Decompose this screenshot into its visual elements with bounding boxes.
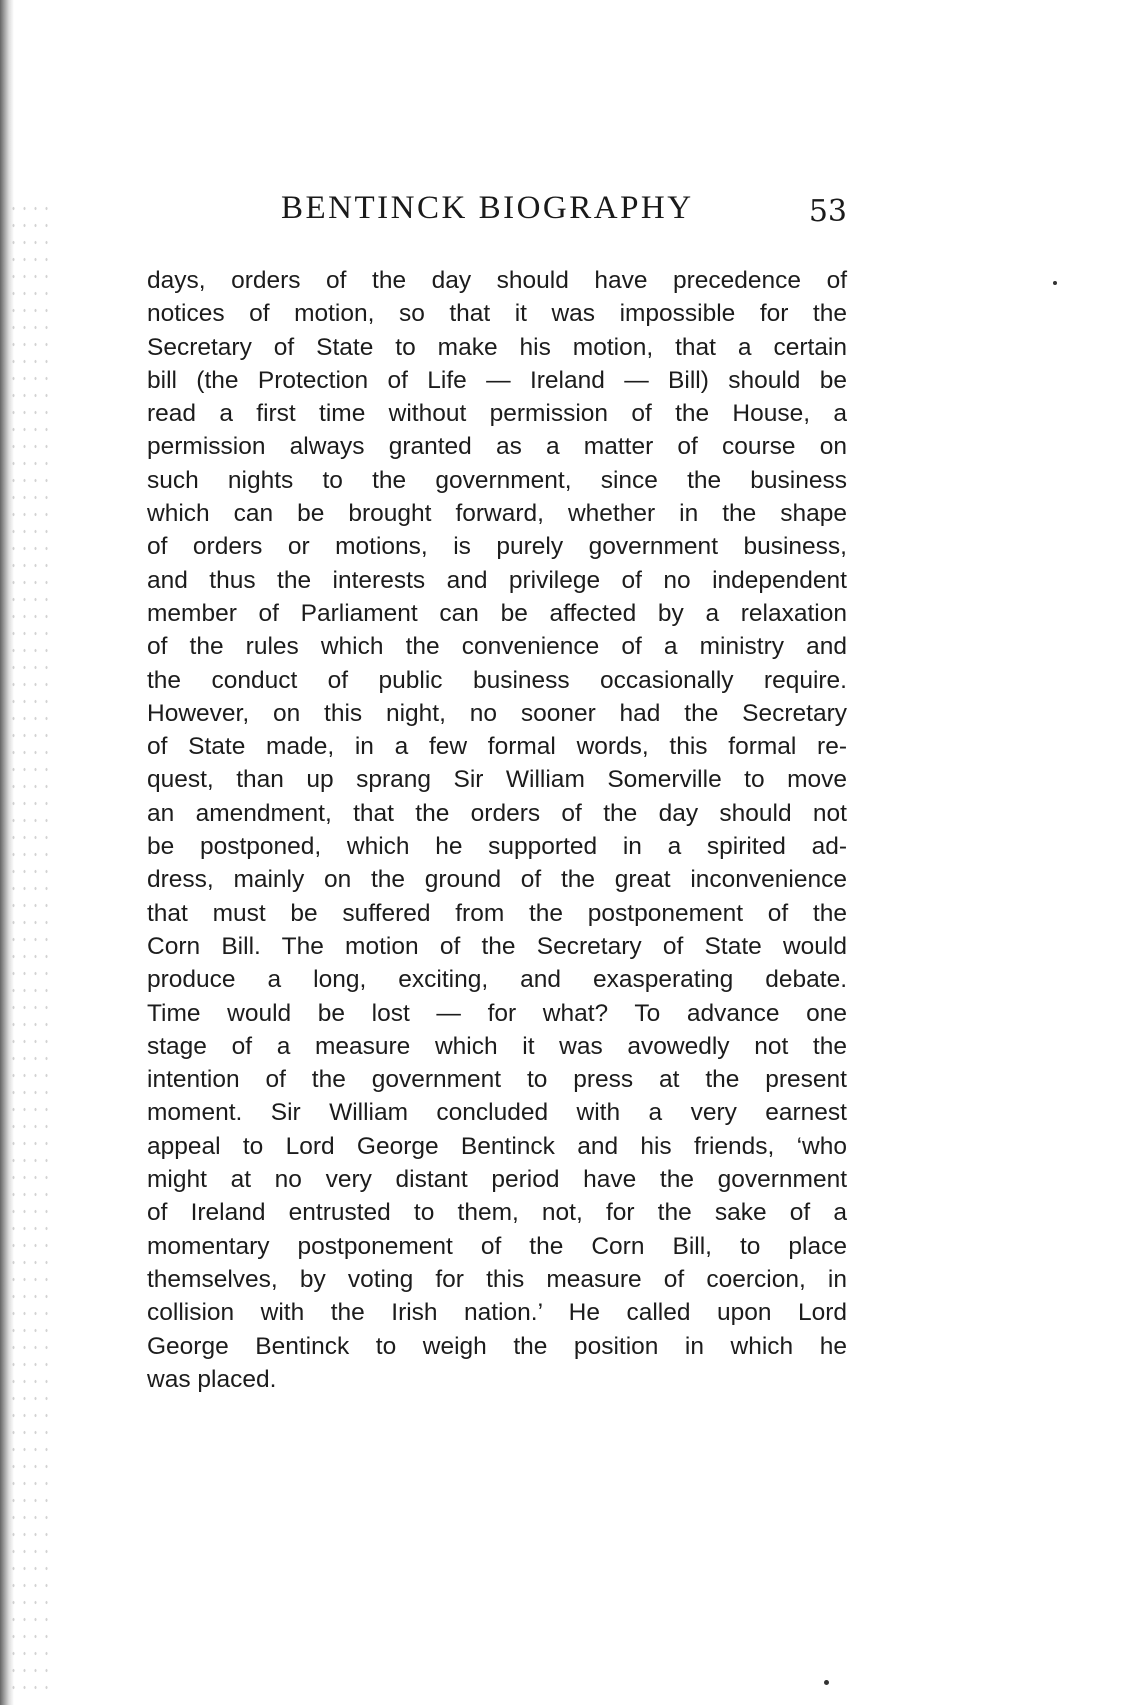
text-line: dress, mainly on the ground of the great inconvenience bbox=[147, 866, 847, 894]
text-line: Time would be lost — for what? To advance one bbox=[147, 999, 847, 1027]
text-line: Secretary of State to make his motion, that a certain bbox=[147, 333, 847, 361]
text-line: of the rules which the convenience of a ministry and bbox=[147, 633, 847, 661]
text-line: However, on this night, no sooner had the Secretary bbox=[147, 699, 847, 727]
page-number: 53 bbox=[808, 194, 847, 229]
text-line: of orders or motions, is purely government business, bbox=[147, 533, 847, 561]
text-line: of State made, in a few formal words, this formal re- bbox=[147, 733, 847, 761]
text-line: an amendment, that the orders of the day should not bbox=[147, 799, 847, 827]
text-line: quest, than up sprang Sir William Somerville to move bbox=[147, 766, 847, 794]
text-line: and thus the interests and privilege of no independent bbox=[147, 566, 847, 594]
text-line: bill (the Protection of Life — Ireland — Bill) should be bbox=[147, 366, 847, 394]
text-line: momentary postponement of the Corn Bill, to place bbox=[147, 1232, 847, 1260]
text-line: permission always granted as a matter of course on bbox=[147, 433, 847, 461]
text-line: which can be brought forward, whether in the shape bbox=[147, 500, 847, 528]
text-line: moment. Sir William concluded with a very earnest bbox=[147, 1099, 847, 1127]
text-line: be postponed, which he supported in a spirited ad- bbox=[147, 833, 847, 861]
text-line: read a first time without permission of the House, a bbox=[147, 400, 847, 428]
text-line: of Ireland entrusted to them, not, for the sake of a bbox=[147, 1199, 847, 1227]
text-line: notices of motion, so that it was impossible for the bbox=[147, 300, 847, 328]
text-line: themselves, by voting for this measure of coercion, in bbox=[147, 1265, 847, 1293]
text-line: days, orders of the day should have precedence of bbox=[147, 267, 847, 294]
text-line: collision with the Irish nation.’ He called upon Lord bbox=[147, 1299, 847, 1327]
text-line: produce a long, exciting, and exasperating debate. bbox=[147, 966, 847, 994]
text-line: appeal to Lord George Bentinck and his friends, ‘who bbox=[147, 1132, 847, 1160]
scan-mark bbox=[824, 1680, 829, 1685]
scan-mark bbox=[1053, 281, 1057, 285]
text-line: the conduct of public business occasionally require. bbox=[147, 666, 847, 694]
text-line: might at no very distant period have the government bbox=[147, 1166, 847, 1194]
body-paragraph bbox=[147, 264, 847, 1396]
page-header bbox=[147, 190, 847, 238]
text-line: stage of a measure which it was avowedly not the bbox=[147, 1032, 847, 1060]
text-line: member of Parliament can be affected by a relaxation bbox=[147, 599, 847, 627]
text-line: such nights to the government, since the business bbox=[147, 466, 847, 494]
text-line: George Bentinck to weigh the position in which he bbox=[147, 1332, 847, 1360]
running-title: BENTINCK BIOGRAPHY bbox=[281, 190, 694, 226]
text-line: that must be suffered from the postponement of the bbox=[147, 899, 847, 927]
text-line: Corn Bill. The motion of the Secretary of State would bbox=[147, 932, 847, 960]
scan-speckle bbox=[8, 200, 48, 1700]
text-line: was placed. bbox=[147, 1365, 277, 1393]
text-line: intention of the government to press at the present bbox=[147, 1066, 847, 1094]
